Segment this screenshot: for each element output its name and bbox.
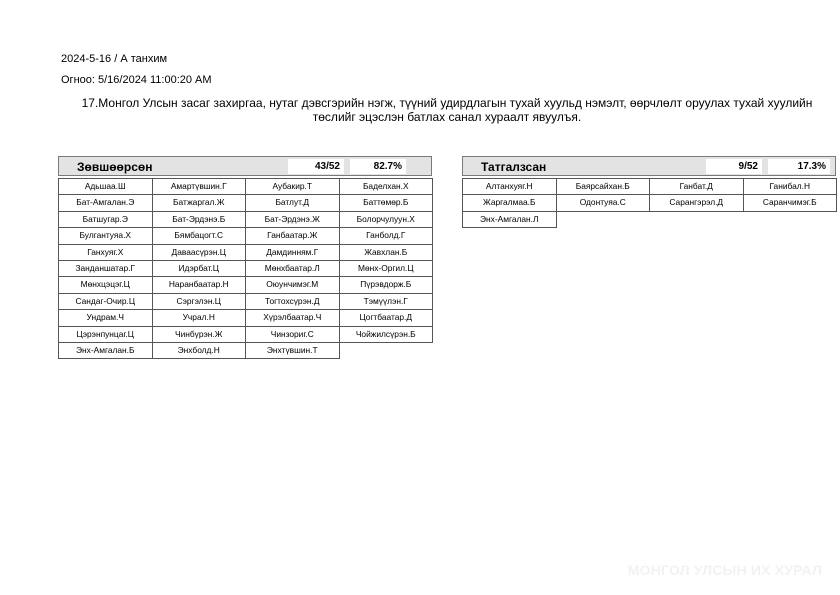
session-label: 2024-5-16 / А танхим <box>61 53 168 65</box>
member-name-cell: Энх-Амгалан.Б <box>58 342 153 359</box>
watermark: МОНГОЛ УЛСЫН ИХ ХУРАЛ <box>627 562 822 578</box>
member-name-cell: Болорчулуун.Х <box>339 211 434 228</box>
member-name-cell: Мөнхцэцэг.Ц <box>58 276 153 293</box>
member-name-cell: Учрал.Н <box>152 309 247 326</box>
no-names-grid <box>462 178 836 227</box>
member-name-cell: Ганбат.Д <box>649 178 744 195</box>
no-panel <box>462 156 836 227</box>
date-label: Огноо: 5/16/2024 11:00:20 AM <box>61 74 212 86</box>
member-name-cell: Амартүвшин.Г <box>152 178 247 195</box>
member-name-cell: Пүрэвдорж.Б <box>339 276 434 293</box>
member-name-cell: Ундрам.Ч <box>58 309 153 326</box>
member-name-cell: Ганболд.Г <box>339 227 434 244</box>
member-name-cell: Жаргалмаа.Б <box>462 194 557 211</box>
member-name-cell: Батшугар.Э <box>58 211 153 228</box>
member-name-cell: Бат-Амгалан.Э <box>58 194 153 211</box>
member-name-cell: Чинзориг.С <box>245 326 340 343</box>
member-name-cell: Алтанхуяг.Н <box>462 178 557 195</box>
member-name-cell: Одонтуяа.С <box>556 194 651 211</box>
yes-percent: 82.7% <box>350 159 406 174</box>
member-name-cell: Занданшатар.Г <box>58 260 153 277</box>
member-name-cell: Баттөмөр.Б <box>339 194 434 211</box>
member-name-cell: Батжаргал.Ж <box>152 194 247 211</box>
member-name-cell: Даваасүрэн.Ц <box>152 244 247 261</box>
member-name-cell: Баярсайхан.Б <box>556 178 651 195</box>
member-name-cell: Сандаг-Очир.Ц <box>58 293 153 310</box>
member-name-cell: Цэрэнпунцаг.Ц <box>58 326 153 343</box>
member-name-cell: Жавхлан.Б <box>339 244 434 261</box>
member-name-cell: Энх-Амгалан.Л <box>462 211 557 228</box>
member-name-cell: Тогтохсүрэн.Д <box>245 293 340 310</box>
member-name-cell: Наранбаатар.Н <box>152 276 247 293</box>
member-name-cell: Саранчимэг.Б <box>743 194 838 211</box>
yes-title: Зөвшөөрсөн <box>77 160 153 174</box>
member-name-cell: Булгантуяа.Х <box>58 227 153 244</box>
yes-count: 43/52 <box>288 159 344 174</box>
question-text: 17.Монгол Улсын засаг захиргаа, нутаг дэвсгэрийн нэгж, түүний удирдлагын тухай хуульд нэмэлт, өөрчлөлт оруулах тухай хуулийн төслийг эцэслэн батлах санал хураалт явуулъя. <box>81 96 813 124</box>
member-name-cell: Бат-Эрдэнэ.Б <box>152 211 247 228</box>
member-name-cell: Дамдинням.Г <box>245 244 340 261</box>
member-name-cell: Оюунчимэг.М <box>245 276 340 293</box>
member-name-cell: Энхболд.Н <box>152 342 247 359</box>
member-name-cell: Мөнх-Оргил.Ц <box>339 260 434 277</box>
member-name-cell: Баделхан.Х <box>339 178 434 195</box>
member-name-cell: Батлут.Д <box>245 194 340 211</box>
member-name-cell: Мөнхбаатар.Л <box>245 260 340 277</box>
member-name-cell: Ганибал.Н <box>743 178 838 195</box>
no-header <box>462 156 836 176</box>
member-name-cell: Ганхуяг.Х <box>58 244 153 261</box>
member-name-cell: Идэрбат.Ц <box>152 260 247 277</box>
member-name-cell: Бат-Эрдэнэ.Ж <box>245 211 340 228</box>
yes-panel <box>58 156 432 358</box>
no-percent: 17.3% <box>768 159 830 174</box>
member-name-cell: Сарангэрэл.Д <box>649 194 744 211</box>
member-name-cell: Аубакир.Т <box>245 178 340 195</box>
member-name-cell: Чинбүрэн.Ж <box>152 326 247 343</box>
member-name-cell: Бямбацогт.С <box>152 227 247 244</box>
member-name-cell: Адьшаа.Ш <box>58 178 153 195</box>
no-title: Татгалзсан <box>481 160 547 174</box>
member-name-cell: Тэмүүлэн.Г <box>339 293 434 310</box>
member-name-cell: Хүрэлбаатар.Ч <box>245 309 340 326</box>
member-name-cell: Сэргэлэн.Ц <box>152 293 247 310</box>
member-name-cell: Ганбаатар.Ж <box>245 227 340 244</box>
member-name-cell: Цогтбаатар.Д <box>339 309 434 326</box>
yes-header <box>58 156 432 176</box>
member-name-cell: Энхтүвшин.Т <box>245 342 340 359</box>
member-name-cell: Чойжилсүрэн.Б <box>339 326 434 343</box>
yes-names-grid <box>58 178 432 358</box>
no-count: 9/52 <box>706 159 762 174</box>
